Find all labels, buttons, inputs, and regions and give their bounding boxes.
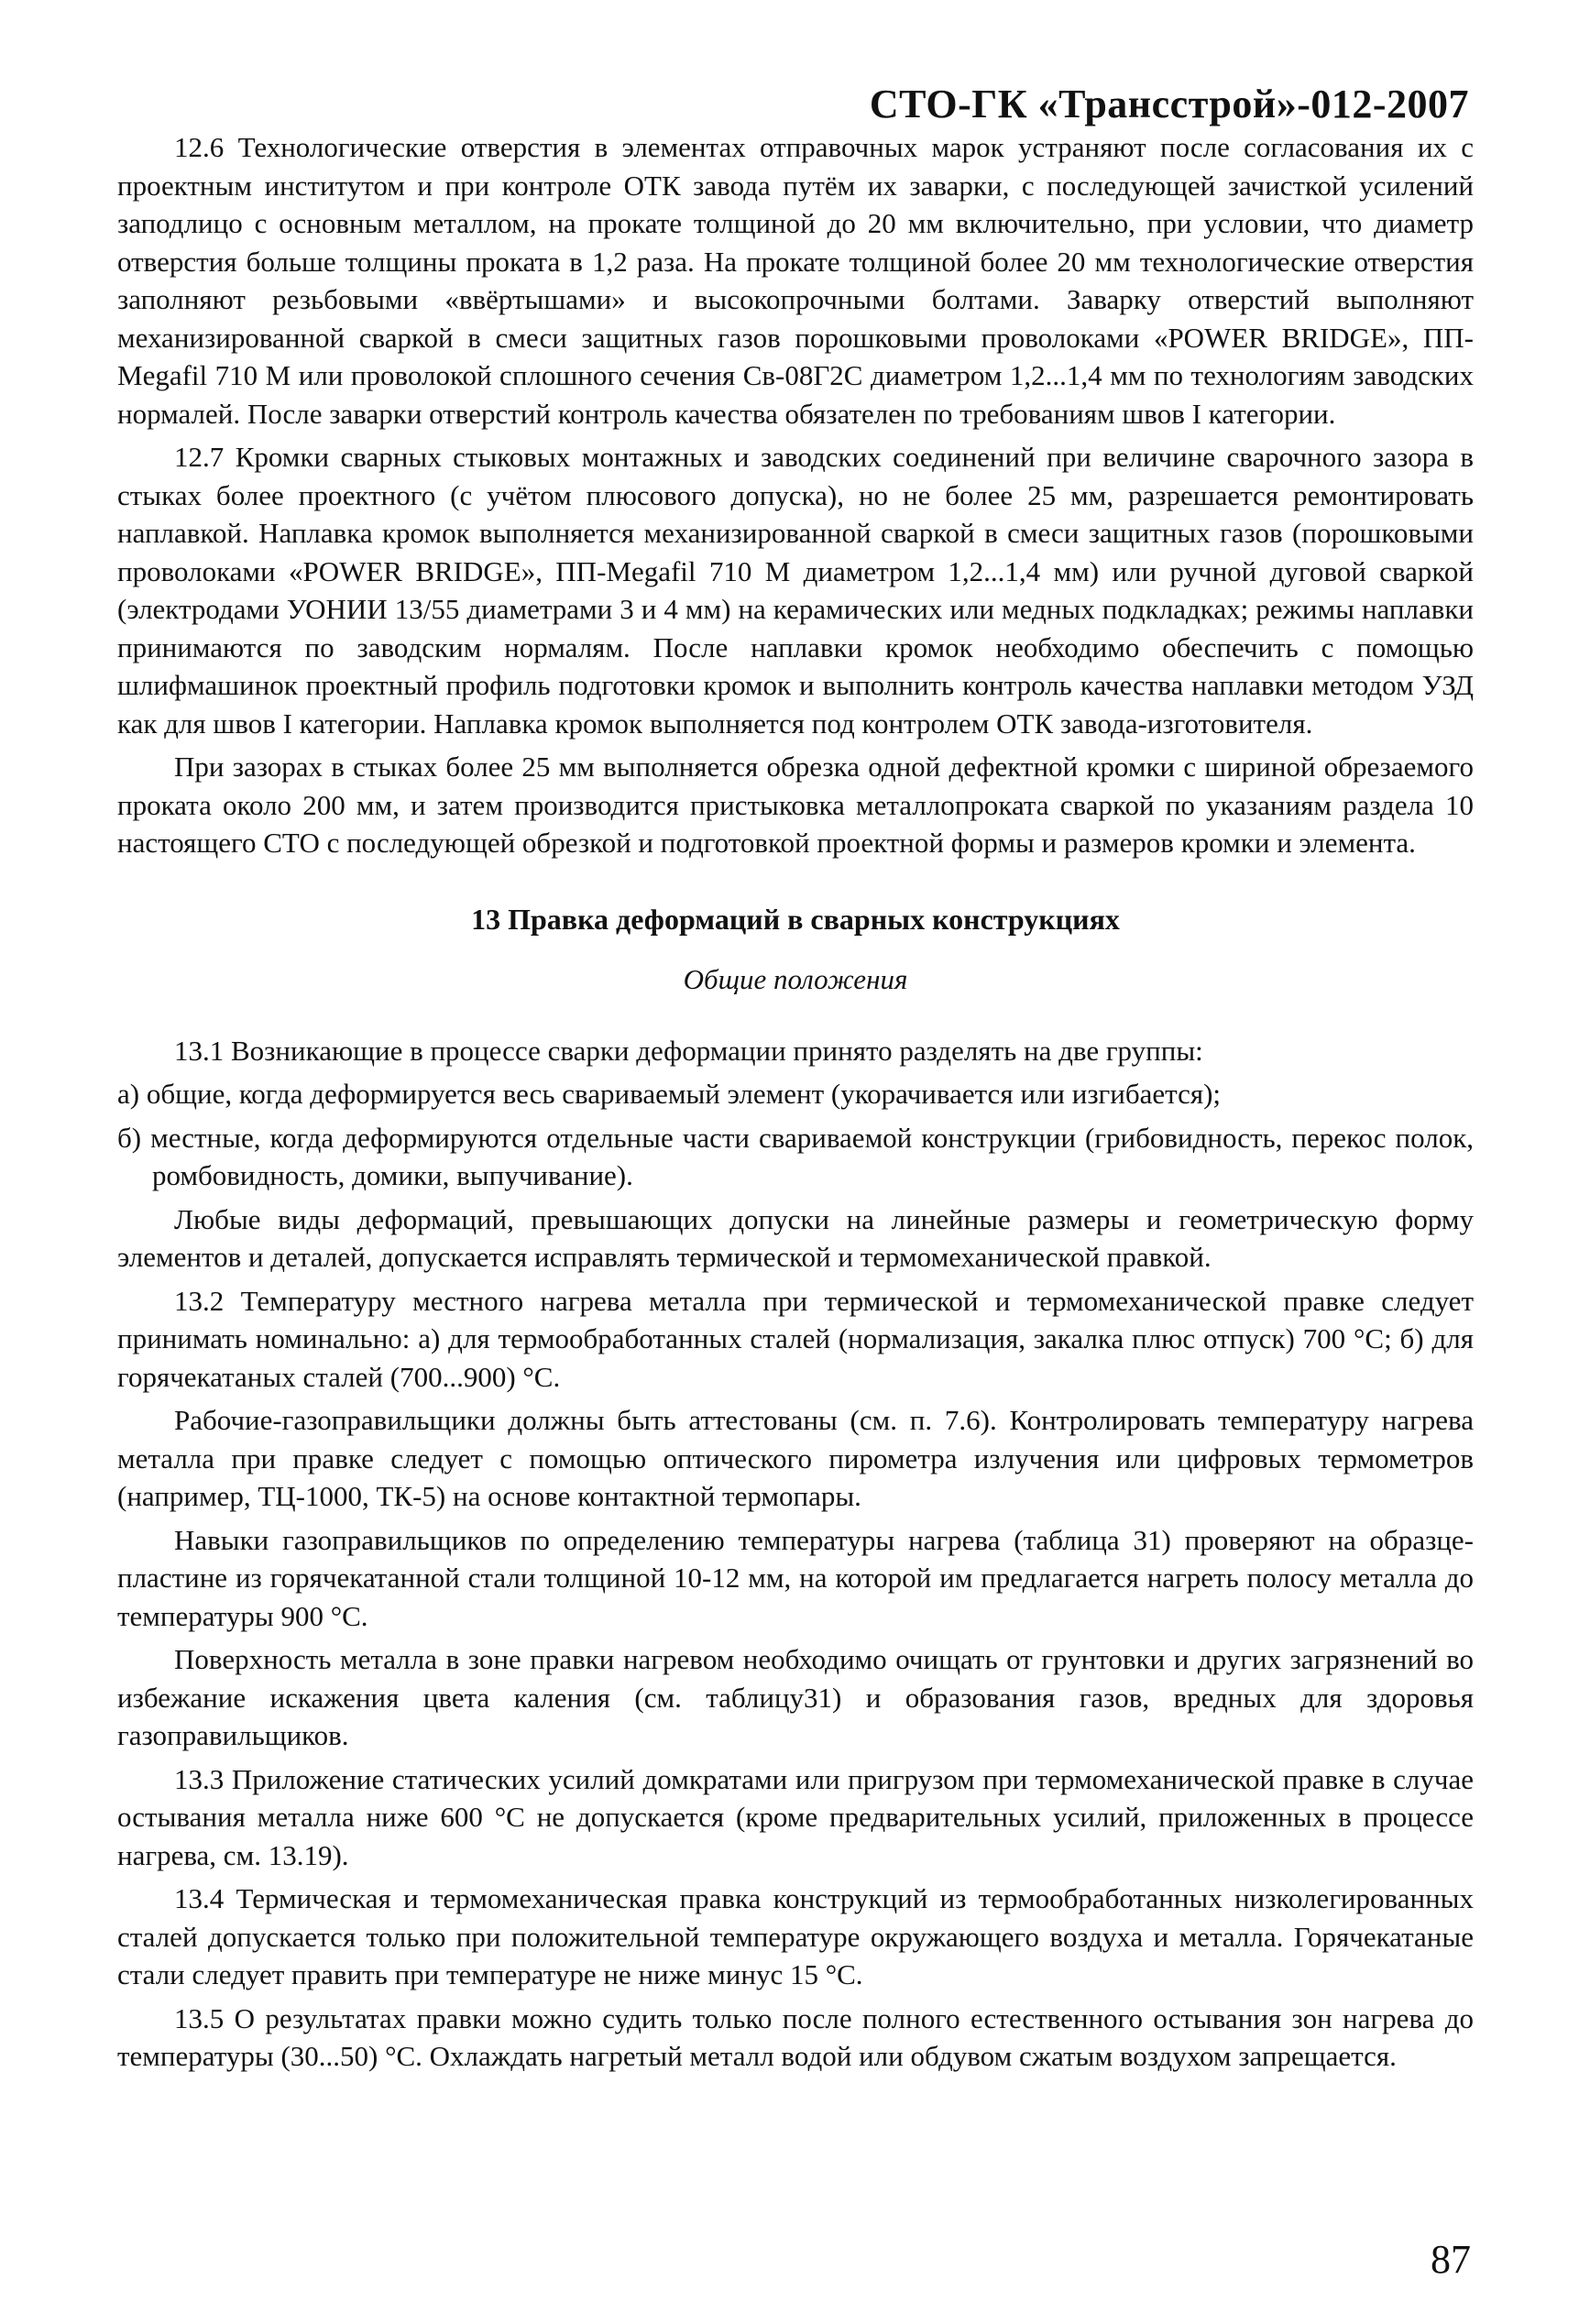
section-13-subtitle: Общие положения	[683, 963, 908, 995]
section-13-title: 13 Правка деформаций в сварных конструкциях	[471, 902, 1120, 936]
paragraph-13-5: 13.5 О результатах правки можно судить только после полного естественного остывания зон нагрева до температуры (30...50) °С. Охлаждать нагретый металл водой или обдувом сжатым воздухом запрещается.	[117, 2001, 1474, 2072]
paragraph-surface-cleaning: Поверхность металла в зоне правки нагревом необходимо очищать от грунтовки и других загрязнений во избежание искажения цвета каления (см. таблицу31) и образования газов, вредных для здоровья газоправильщиков.	[117, 1643, 1474, 1751]
paragraph-gaps-over-25mm: При зазорах в стыках более 25 мм выполняется обрезка одной дефектной кромки с шириной обрезаемого проката около 200 мм, и затем производится пристыковка металлопроката сваркой по указаниям раздела 10 настоящего СТО с последующей обрезкой и подготовкой проектной формы и размеров кромки и элемента.	[117, 751, 1474, 859]
paragraph-12-7: 12.7 Кромки сварных стыковых монтажных и заводских соединений при величине сварочного зазора в стыках более проектного (с учётом плюсового допуска), но не более 25 мм, разрешается ремонтировать наплавкой. Наплавка кромок выполняется механизированной сваркой в смеси защитных газов (порошковыми проволоками «POWER BRIDGE», ПП-Megafil 710 M диаметром 1,2...1,4 мм) или ручной дуговой сваркой (электродами УОНИИ 13/55 диаметрами 3 и 4 мм) на керамических или медных подкладках; режимы наплавки принимаются по заводским нормалям. После наплавки кромок необходимо обеспечить с помощью шлифмашинок проектный профиль подготовки кромок и выполнить контроль качества наплавки методом УЗД как для швов I категории. Наплавка кромок выполняется под контролем ОТК завода-изготовителя.	[117, 441, 1474, 740]
paragraph-gas-straighteners-certified: Рабочие-газоправильщики должны быть аттестованы (см. п. 7.6). Контролировать температуру нагрева металла при правке следует с помощью оптического пирометра излучения или цифровых термометров (например, ТЦ-1000, ТК-5) на основе контактной термопары.	[117, 1404, 1474, 1512]
paragraph-12-6: 12.6 Технологические отверстия в элементах отправочных марок устраняют после согласования их с проектным институтом и при контроле ОТК завода путём их заварки, с последующей зачисткой усилений заподлицо с основным металлом, на прокате толщиной до 20 мм включительно, при условии, что диаметр отверстия больше толщины проката в 1,2 раза. На прокате толщиной более 20 мм технологические отверстия заполняют резьбовыми «ввёртышами» и высокопрочными болтами. Заварку отверстий выполняют механизированной сваркой в смеси защитных газов порошковыми проволоками «POWER BRIDGE», ПП-Megafil 710 M или проволокой сплошного сечения Св-08Г2С диаметром 1,2...1,4 мм по технологиям заводских нормалей. После заварки отверстий контроль качества обязателен по требованиям швов I категории.	[117, 131, 1474, 430]
paragraph-13-4: 13.4 Термическая и термомеханическая правка конструкций из термообработанных низколегированных сталей допускается только при положительной температуре окружающего воздуха и металла. Горячекатаные стали следует править при температуре не ниже минус 15 °С.	[117, 1882, 1474, 1990]
document-code-header: СТО-ГК «Трансстрой»-012-2007	[869, 82, 1469, 126]
list-item-b: б) местные, когда деформируются отдельные части свариваемой конструкции (грибовидность, перекос полок, ромбовидность, домики, выпучивание).	[117, 1121, 1474, 1191]
paragraph-13-1: 13.1 Возникающие в процессе сварки деформации принято разделять на две группы:	[174, 1034, 1203, 1067]
paragraph-deformation-types: Любые виды деформаций, превышающих допуски на линейные размеры и геометрическую форму элементов и деталей, допускается исправлять термической и термомеханической правкой.	[117, 1202, 1474, 1273]
paragraph-13-2: 13.2 Температуру местного нагрева металла при термической и термомеханической правке следует принимать номинально: а) для термообработанных сталей (нормализация, закалка плюс отпуск) 700 °С; б) для горячекатаных сталей (700...900) °С.	[117, 1284, 1474, 1393]
paragraph-13-3: 13.3 Приложение статических усилий домкратами или пригрузом при термомеханической правке в случае остывания металла ниже 600 °С не допускается (кроме предварительных усилий, приложенных в процессе нагрева, см. 13.19).	[117, 1762, 1474, 1871]
paragraph-skills-check: Навыки газоправильщиков по определению температуры нагрева (таблица 31) проверяют на образце-пластине из горячекатанной стали толщиной 10-12 мм, на которой им предлагается нагреть полосу металла до температуры 900 °С.	[117, 1523, 1474, 1632]
page-number: 87	[1431, 2237, 1471, 2282]
list-item-a: а) общие, когда деформируется весь свариваемый элемент (укорачивается или изгибается);	[117, 1078, 1222, 1110]
document-body	[117, 128, 1474, 2081]
